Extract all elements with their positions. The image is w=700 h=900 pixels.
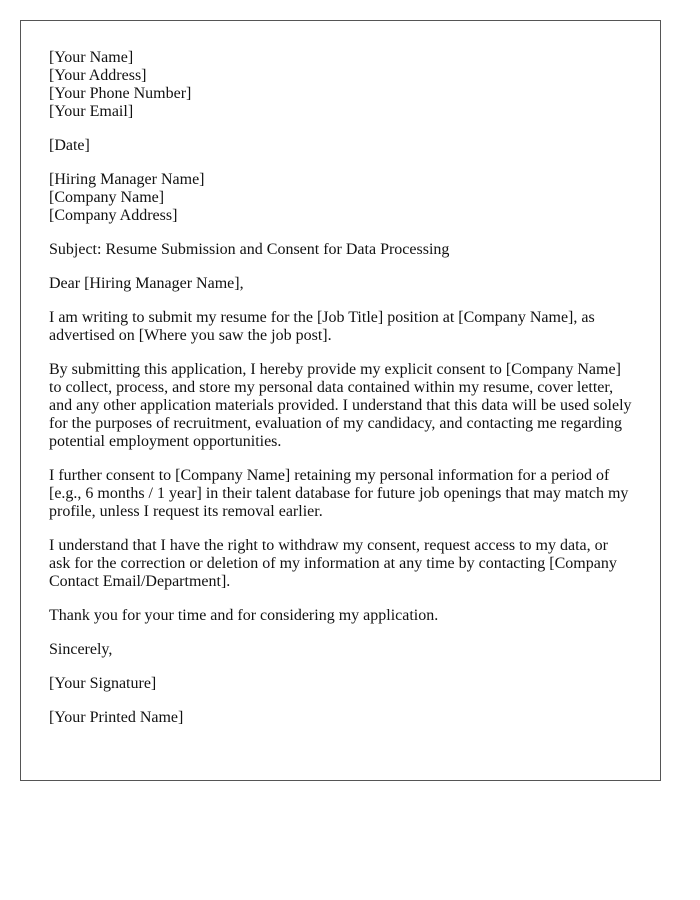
letter-document: [20, 20, 661, 781]
body-line: to collect, process, and store my personal data contained within my resume, cover letter,: [49, 379, 614, 396]
body-line: and any other application materials provided. I understand that this data will be used solely: [49, 397, 632, 414]
printed-name: [Your Printed Name]: [49, 709, 184, 726]
letter-date: [Date]: [49, 137, 90, 154]
letter-body: [49, 309, 632, 625]
sender-name: [Your Name]: [49, 49, 134, 66]
subject-line: Subject: Resume Submission and Consent for Data Processing: [49, 241, 450, 258]
closing: Sincerely,: [49, 641, 113, 658]
recipient-company: [Company Name]: [49, 189, 165, 206]
body-line: potential employment opportunities.: [49, 433, 282, 450]
body-line: I further consent to [Company Name] retaining my personal information for a period of: [49, 467, 610, 484]
body-line: ask for the correction or deletion of my information at any time by contacting [Company: [49, 555, 617, 572]
body-line: I am writing to submit my resume for the [Job Title] position at [Company Name], as: [49, 309, 595, 326]
body-line: Contact Email/Department].: [49, 573, 231, 590]
body-paragraph: [49, 607, 632, 625]
recipient-name: [Hiring Manager Name]: [49, 171, 205, 188]
body-line: profile, unless I request its removal earlier.: [49, 503, 323, 520]
signature: [Your Signature]: [49, 675, 157, 692]
body-line: advertised on [Where you saw the job post].: [49, 327, 332, 344]
sender-email: [Your Email]: [49, 103, 134, 120]
body-paragraph: [49, 361, 632, 451]
body-line: By submitting this application, I hereby provide my explicit consent to [Company Name]: [49, 361, 621, 378]
body-line: [e.g., 6 months / 1 year] in their talent database for future job openings that may match my: [49, 485, 629, 502]
recipient-block: [49, 171, 632, 225]
recipient-address: [Company Address]: [49, 207, 178, 224]
salutation: Dear [Hiring Manager Name],: [49, 275, 244, 292]
body-paragraph: [49, 467, 632, 521]
body-line: I understand that I have the right to withdraw my consent, request access to my data, or: [49, 537, 608, 554]
sender-block: [49, 49, 632, 121]
sender-address: [Your Address]: [49, 67, 147, 84]
body-line: for the purposes of recruitment, evaluation of my candidacy, and contacting me regarding: [49, 415, 622, 432]
body-paragraph: [49, 309, 632, 345]
body-line: Thank you for your time and for considering my application.: [49, 607, 439, 624]
body-paragraph: [49, 537, 632, 591]
sender-phone: [Your Phone Number]: [49, 85, 192, 102]
